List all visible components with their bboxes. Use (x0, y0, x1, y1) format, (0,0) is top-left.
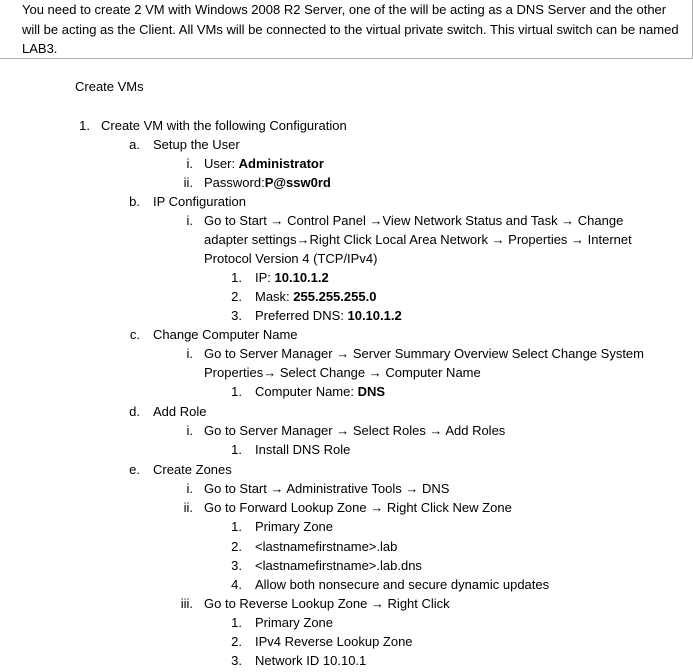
list-item-line: Go to Start → Control Panel →View Network Status and Task → Change (204, 213, 624, 228)
list-marker: b. (129, 194, 140, 209)
list-item: <lastnamefirstname>.lab (255, 539, 398, 554)
list-item-line: Go to Server Manager → Server Summary Overview Select Change System (204, 346, 644, 361)
list-marker: 1. (231, 270, 242, 285)
list-item: Create Zones (153, 462, 232, 477)
list-item: <lastnamefirstname>.lab.dns (255, 558, 422, 573)
list-item: Install DNS Role (255, 442, 351, 457)
list-item: IPv4 Reverse Lookup Zone (255, 634, 413, 649)
list-item: Change Computer Name (153, 327, 298, 342)
list-marker: 1. (231, 519, 242, 534)
list-marker: 2. (231, 634, 242, 649)
list-marker: a. (129, 137, 140, 152)
intro-box (0, 0, 693, 59)
list-marker: 4. (231, 577, 242, 592)
list-item: User: Administrator (204, 156, 324, 171)
list-marker: d. (129, 404, 140, 419)
list-item: Go to Reverse Lookup Zone → Right Click (204, 596, 450, 611)
list-item: Computer Name: DNS (255, 384, 386, 399)
section-heading: Create VMs (75, 79, 144, 94)
list-marker: ii. (183, 500, 193, 515)
list-item: IP Configuration (153, 194, 246, 209)
list-item: Add Role (153, 404, 207, 419)
list-marker: i. (186, 423, 193, 438)
list-marker: 1. (79, 118, 90, 133)
list-marker: i. (186, 213, 193, 228)
dns-value: 10.10.1.2 (347, 308, 402, 323)
list-marker: 3. (231, 308, 242, 323)
list-marker: iii. (180, 596, 193, 611)
list-item: Allow both nonsecure and secure dynamic updates (255, 577, 550, 592)
list-item: Mask: 255.255.255.0 (255, 289, 377, 304)
list-item: Primary Zone (255, 615, 334, 630)
username-value: Administrator (238, 156, 324, 171)
list-marker: c. (129, 327, 140, 342)
list-item: Go to Forward Lookup Zone → Right Click New Zone (204, 500, 512, 515)
ip-value: 10.10.1.2 (274, 270, 329, 285)
list-item-line: adapter settings→Right Click Local Area Network → Properties → Internet (204, 232, 632, 247)
computer-name-value: DNS (357, 384, 386, 399)
list-marker: 3. (231, 653, 242, 668)
list-item-line: Properties→ Select Change → Computer Name (204, 365, 481, 380)
password-value: P@ssw0rd (264, 175, 331, 190)
list-item: Create VM with the following Configuration (101, 118, 347, 133)
list-item: Go to Server Manager → Select Roles → Add Roles (204, 423, 506, 438)
list-marker: 1. (231, 615, 242, 630)
intro-paragraph: You need to create 2 VM with Windows 2008 R2 Server, one of the will be acting as a DNS Server and the other will be acting as the Client. All VMs will be connected to the virtual private switch. This virtual switch can be named LAB3. (22, 2, 679, 56)
list-item: Network ID 10.10.1 (255, 653, 367, 668)
list-marker: i. (186, 481, 193, 496)
list-item: Password:P@ssw0rd (204, 175, 331, 190)
list-marker: 1. (231, 442, 242, 457)
list-marker: 2. (231, 539, 242, 554)
list-marker: i. (186, 346, 193, 361)
list-item: Preferred DNS: 10.10.1.2 (255, 308, 402, 323)
list-item: IP: 10.10.1.2 (255, 270, 329, 285)
list-marker: 3. (231, 558, 242, 573)
list-marker: 1. (231, 384, 242, 399)
list-marker: ii. (183, 175, 193, 190)
list-item: Setup the User (153, 137, 240, 152)
list-item-line: Protocol Version 4 (TCP/IPv4) (204, 251, 378, 266)
list-marker: i. (186, 156, 193, 171)
list-marker: 2. (231, 289, 242, 304)
mask-value: 255.255.255.0 (293, 289, 377, 304)
list-item: Primary Zone (255, 519, 334, 534)
list-item: Go to Start → Administrative Tools → DNS (204, 481, 450, 496)
list-marker: e. (129, 462, 140, 477)
